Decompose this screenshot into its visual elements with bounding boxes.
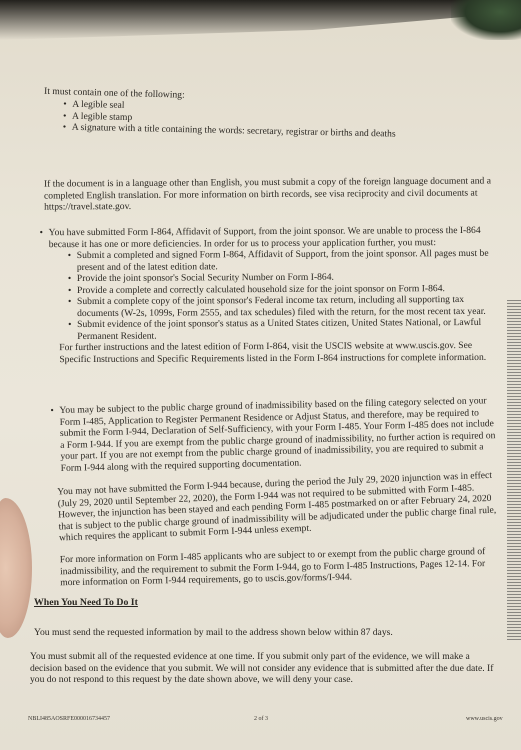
list-item: • A legible stamp [72, 110, 472, 130]
top-shadow [0, 0, 521, 40]
i864-further-instructions: For further instructions and the latest edition of Form I-864, visit the USCIS website at www.uscis.gov. See Specific Instructions and Specific Requirements listed in the Form I-864 instructions for complete information. [59, 339, 487, 365]
section-heading: When You Need To Do It [34, 597, 138, 608]
list-item: • Submit a completed and signed Form I-864, Affidavit of Support, from the joint sponsor. All pages must be present and of the latest edition date. [77, 248, 501, 273]
injunction-paragraph: You may not have submitted the Form I-944 because, during the period the July 29, 2020 injunction was in effect (July 29, 2020 until September 22, 2020), the Form I-944 was not required to be submitted with Form I-485. However, the injunction has been stayed and each pending Form I-485 postmarked on or after February 24, 2020 that is subject to the public charge ground of inadmissibility will be adjudicated under the public charge final rule, which requires the applicant to submit Form I-944 unless exempt. [57, 469, 497, 544]
list-item: • Submit evidence of the joint sponsor's status as a United States citizen, United States National, or Lawful Permanent Resident. [77, 317, 501, 342]
list-item [49, 225, 502, 365]
i864-lead: You have submitted Form I-864, Affidavit of Support, from the joint sponsor. We are unable to process the I-864 because it has one or more deficiencies. In order for us to process your application further, you must: [48, 224, 481, 250]
list-item: • A legible seal [72, 99, 472, 119]
page-number: 2 of 3 [254, 716, 268, 722]
deadline-paragraph: You must send the requested information by mail to the address shown below within 87 days. [34, 627, 393, 638]
website: www.uscis.gov [466, 716, 503, 722]
list-item: • You may be subject to the public charge ground of inadmissibility based on the filing category selected on your Form I-485, Application to Register Permanent Residence or Adjust Status, and therefore, may be required to submit the Form I-944, Declaration of Self-Sufficiency, with your Form I-485. Your Form I-485 does not include a Form I-944. If you are exempt from the public charge ground of inadmissibility, no further action is required on your part. If you are not exempt from the public charge ground of inadmissibility, you are required to submit a Form I-944 along with the required supporting documentation. [59, 395, 500, 474]
i864-requirements [77, 248, 501, 342]
public-charge-more-info: For more information on Form I-485 applicants who are subject to or exempt from the public charge ground of inadmissibility, and the requirement to submit the Form I-944, go to Form I-485 Instructions, Pages 12-14. For more information on Form I-944 requirements, go to uscis.gov/forms/I-944. [59, 546, 486, 589]
background-object [451, 0, 521, 40]
seal-list [72, 99, 473, 142]
public-charge-section [59, 395, 500, 474]
binding-edge [507, 300, 521, 640]
foreign-language-paragraph: If the document is in a language other than English, you must submit a copy of the foreign language document and a completed English translation. For more information on birth records, see visa reciprocity and civil documents at https://travel.state.gov. [43, 175, 492, 213]
thumb-in-photo [0, 498, 32, 638]
list-item: • A signature with a title containing the words: secretary, registrar or births and deaths [72, 122, 472, 142]
evidence-paragraph: You must submit all of the requested evidence at one time. If you submit only part of the evidence, we will make a decision based on the evidence that you submit. We will not consider any evidence that is submitted after the due date. If you do not respond to this request by the date shown above, we will deny your case. [30, 651, 494, 685]
list-item: • Submit a complete copy of the joint sponsor's Federal income tax return, including all supporting tax documents (W-2s, 1099s, Form 2555, and tax schedules) filed with the return, for the most recent tax year. [77, 294, 501, 319]
i864-section [49, 225, 502, 365]
list-item: • Provide the joint sponsor's Social Security Number on Form I-864. [77, 271, 501, 285]
list-item: • Provide a complete and correctly calculated household size for the joint sponsor on Form I-864. [77, 282, 501, 296]
document-code: NBLI485AOSRFE000016734457 [28, 716, 111, 722]
seal-intro: It must contain one of the following: [43, 85, 185, 101]
